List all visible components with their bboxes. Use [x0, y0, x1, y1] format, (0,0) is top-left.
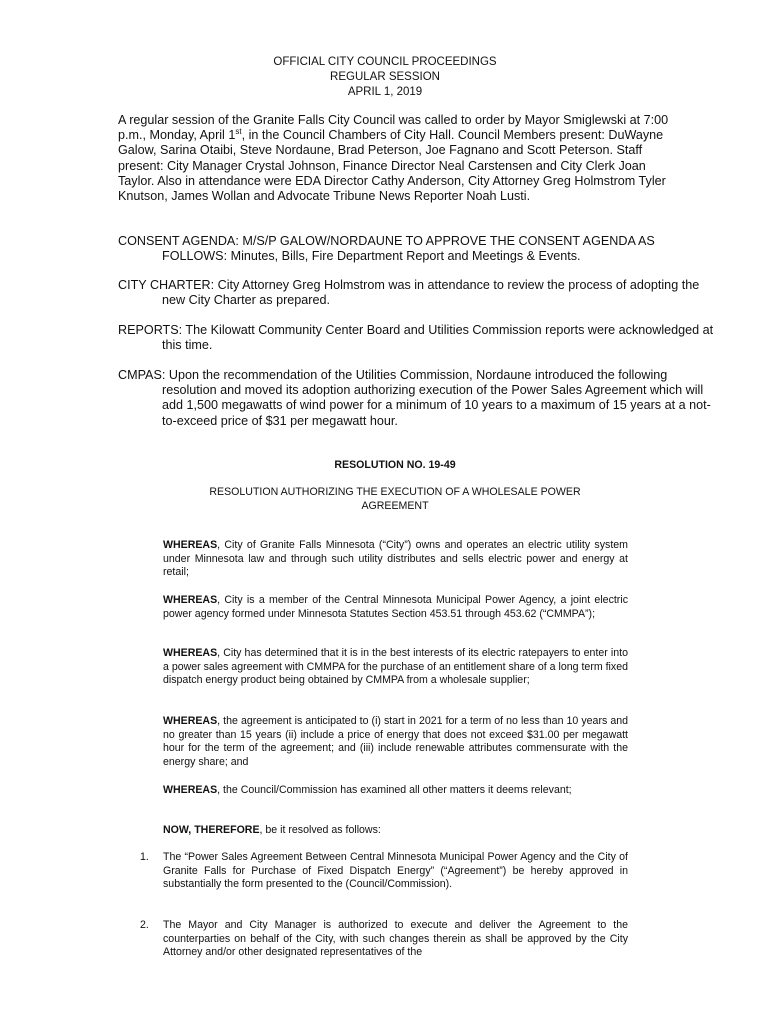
whereas-clause-4 — [163, 715, 628, 769]
resolution-item-1: The “Power Sales Agreement Between Central Minnesota Municipal Power Agency and the City of Granite Falls for Purchase of Fixed Dispatch Energy” (“Agreement”) be hereby approved in substantially the form presented to the (Council/Commission). — [163, 851, 628, 891]
resolution-number: RESOLUTION NO. 19-49 — [334, 459, 456, 471]
whereas-text: , the agreement is anticipated to (i) start in 2021 for a term of no less than 10 years and no greater than 15 years (ii) include a price of energy that does not exceed $31.00 per megawatt hour for the term of the agreement; and (iii) include renewable attributes commensurate with the energy share; and — [163, 715, 628, 768]
whereas-clause-3 — [163, 647, 628, 688]
reports-paragraph: REPORTS: The Kilowatt Community Center Board and Utilities Commission reports were acknowledged at this time. — [118, 323, 714, 353]
item-number: 1. — [140, 851, 149, 863]
resolution-title-line2: AGREEMENT — [361, 500, 429, 512]
document-title: OFFICIAL CITY COUNCIL PROCEEDINGS — [273, 56, 497, 68]
whereas-clause-5 — [163, 784, 628, 798]
cmpas-paragraph: CMPAS: Upon the recommendation of the Utilities Commission, Nordaune introduced the following resolution and moved its adoption authorizing execution of the Power Sales Agreement which will add 1,500 megawatts of wind power for a minimum of 10 years to a maximum of 15 years at a not-to-exceed price of $31 per megawatt hour. — [118, 368, 711, 428]
resolution-item-2: The Mayor and City Manager is authorized to execute and deliver the Agreement to the counterparties on behalf of the City, with such changes therein as shall be approved by the City Attorney and/or other designated representatives of the — [163, 919, 628, 959]
meeting-date: APRIL 1, 2019 — [347, 86, 423, 98]
now-therefore-text: , be it resolved as follows: — [259, 824, 381, 836]
whereas-label: WHEREAS — [163, 647, 218, 659]
whereas-text: , City is a member of the Central Minnesota Municipal Power Agency, a joint electric power agency formed under Minnesota Statutes Section 453.51 through 453.62 (“CMMPA”); — [163, 594, 628, 620]
now-therefore-clause — [163, 824, 628, 838]
whereas-label: WHEREAS — [163, 594, 218, 606]
intro-superscript: st — [235, 127, 242, 137]
now-therefore-label: NOW, THEREFORE — [163, 824, 260, 836]
session-type: REGULAR SESSION — [330, 71, 440, 83]
whereas-clause-1 — [163, 539, 628, 580]
resolution-title-line1: RESOLUTION AUTHORIZING THE EXECUTION OF A WHOLESALE POWER — [209, 486, 581, 498]
whereas-text: , City of Granite Falls Minnesota (“City”) owns and operates an electric utility system under Minnesota law and through such utility distributes and sells electric power and energy at retail; — [163, 539, 628, 579]
city-charter-paragraph: CITY CHARTER: City Attorney Greg Holmstrom was in attendance to review the process of adopting the new City Charter as prepared. — [118, 278, 700, 308]
whereas-label: WHEREAS — [163, 539, 218, 551]
consent-agenda-paragraph: CONSENT AGENDA: M/S/P GALOW/NORDAUNE TO APPROVE THE CONSENT AGENDA AS FOLLOWS: Minutes, Bills, Fire Department Report and Meetings & Events. — [118, 234, 655, 264]
whereas-clause-2 — [163, 594, 628, 621]
intro-paragraph — [118, 113, 674, 204]
whereas-label: WHEREAS — [163, 715, 218, 727]
intro-text-2: , in the Council Chambers of City Hall. Council Members present: DuWayne Galow, Sarina Otaibi, Steve Nordaune, Brad Peterson, Joe Fagnano and Scott Peterson. Staff present: City Manager Crystal Johnson, Finance Director Neal Carstensen and City Clerk Joan Taylor. Also in attendance were EDA Director Cathy Anderson, City Attorney Greg Holmstrom Tyler Knutson, James Wollan and Advocate Tribune News Reporter Noah Lusti. — [118, 128, 666, 204]
whereas-text: , City has determined that it is in the best interests of its electric ratepayers to enter into a power sales agreement with CMMPA for the purchase of an entitlement share of a long term fixed dispatch energy product being obtained by CMMPA from a wholesale supplier; — [163, 647, 628, 687]
item-number: 2. — [140, 919, 149, 931]
whereas-text: , the Council/Commission has examined all other matters it deems relevant; — [217, 784, 572, 796]
whereas-label: WHEREAS — [163, 784, 218, 796]
intro-text-1: A regular session of the Granite Falls City Council was called to order by Mayor Smiglewski at 7:00 p.m., Monday, April 1 — [118, 113, 669, 143]
